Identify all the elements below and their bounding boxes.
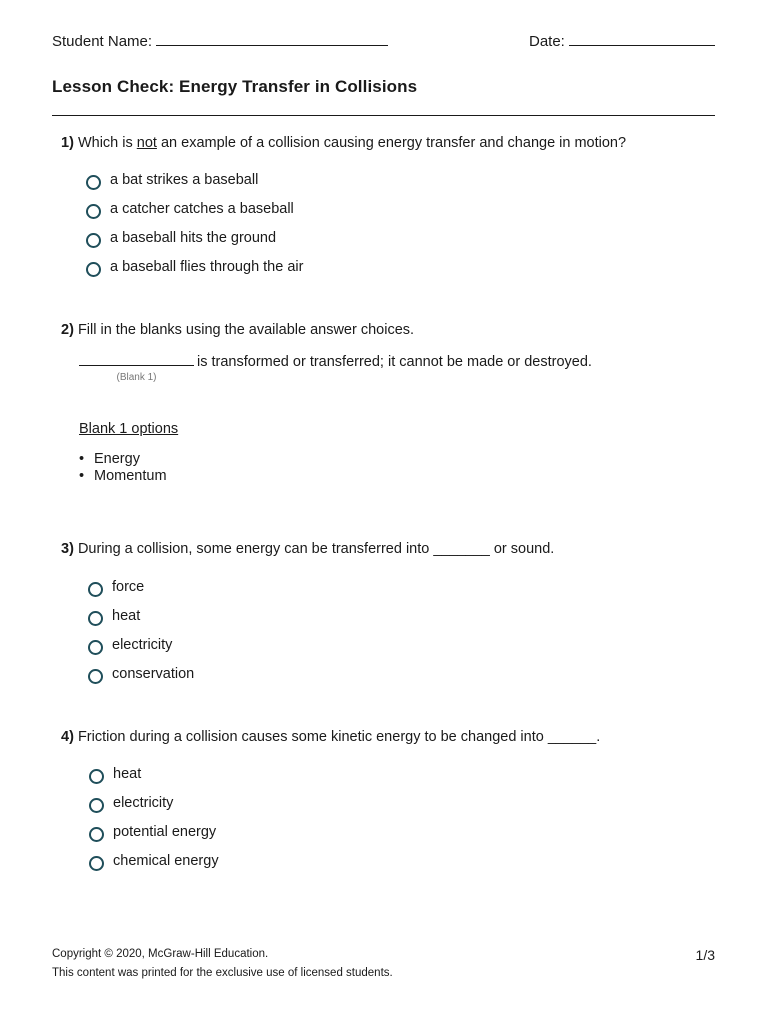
radio-button[interactable] (86, 262, 101, 277)
date-label: Date: (529, 33, 565, 50)
answer-option-label: a baseball hits the ground (110, 230, 277, 246)
header-row (52, 31, 715, 53)
sentence-text: is transformed or transferred; it cannot be made or destroyed. (197, 354, 592, 370)
student-name-label: Student Name: (52, 33, 153, 50)
answer-option-label: electricity (112, 637, 173, 653)
date-field (529, 31, 715, 50)
answer-option-label: a baseball flies through the air (110, 259, 304, 275)
radio-button[interactable] (89, 827, 104, 842)
question-number: 1) (61, 135, 74, 151)
title-divider (52, 115, 715, 116)
radio-button[interactable] (88, 669, 103, 684)
question-4-prompt (61, 729, 600, 745)
question-text: During a collision, some energy can be transferred into _______ or sound. (77, 541, 555, 557)
fill-in-sentence (79, 351, 592, 370)
question-text: Friction during a collision causes some kinetic energy to be changed into ______. (77, 729, 601, 745)
answer-option-label: force (112, 579, 145, 595)
question-text: Fill in the blanks using the available answer choices. (77, 322, 415, 338)
question-number: 2) (61, 322, 74, 338)
page-number: 1/3 (695, 947, 715, 963)
answer-option-label: heat (112, 608, 141, 624)
answer-option-label: potential energy (113, 824, 217, 840)
radio-button[interactable] (88, 611, 103, 626)
radio-button[interactable] (86, 204, 101, 219)
blank-caption: (Blank 1) (116, 372, 157, 383)
answer-option-label: chemical energy (113, 853, 219, 869)
answer-option-label: a bat strikes a baseball (110, 172, 259, 188)
student-name-blank[interactable] (156, 31, 388, 46)
blank-options-list (79, 451, 167, 485)
answer-option-label: electricity (113, 795, 174, 811)
radio-button[interactable] (89, 769, 104, 784)
blank-option: • Momentum (79, 468, 167, 485)
radio-button[interactable] (86, 175, 101, 190)
footer-copyright: Copyright © 2020, McGraw-Hill Education. (52, 948, 269, 960)
date-blank[interactable] (569, 31, 715, 46)
answer-option-label: heat (113, 766, 142, 782)
blank-option: • Energy (79, 451, 167, 468)
radio-button[interactable] (88, 582, 103, 597)
question-number: 4) (61, 729, 74, 745)
blank-1-field[interactable] (79, 351, 194, 366)
radio-button[interactable] (89, 798, 104, 813)
question-text: an example of a collision causing energy transfer and change in motion? (160, 135, 627, 151)
blank-options-heading: Blank 1 options (79, 421, 179, 437)
question-2-prompt (61, 322, 414, 338)
question-emphasis: not (136, 135, 157, 151)
question-number: 3) (61, 541, 74, 557)
question-3-prompt (61, 541, 554, 557)
answer-option-label: conservation (112, 666, 195, 682)
radio-button[interactable] (88, 640, 103, 655)
radio-button[interactable] (89, 856, 104, 871)
question-text: Which is (77, 135, 133, 151)
student-name-field (52, 31, 388, 50)
answer-option-label: a catcher catches a baseball (110, 201, 294, 217)
question-1-prompt (61, 135, 626, 151)
page-title: Lesson Check: Energy Transfer in Collisions (52, 77, 418, 96)
footer-notice: This content was printed for the exclusive use of licensed students. (52, 967, 393, 979)
radio-button[interactable] (86, 233, 101, 248)
